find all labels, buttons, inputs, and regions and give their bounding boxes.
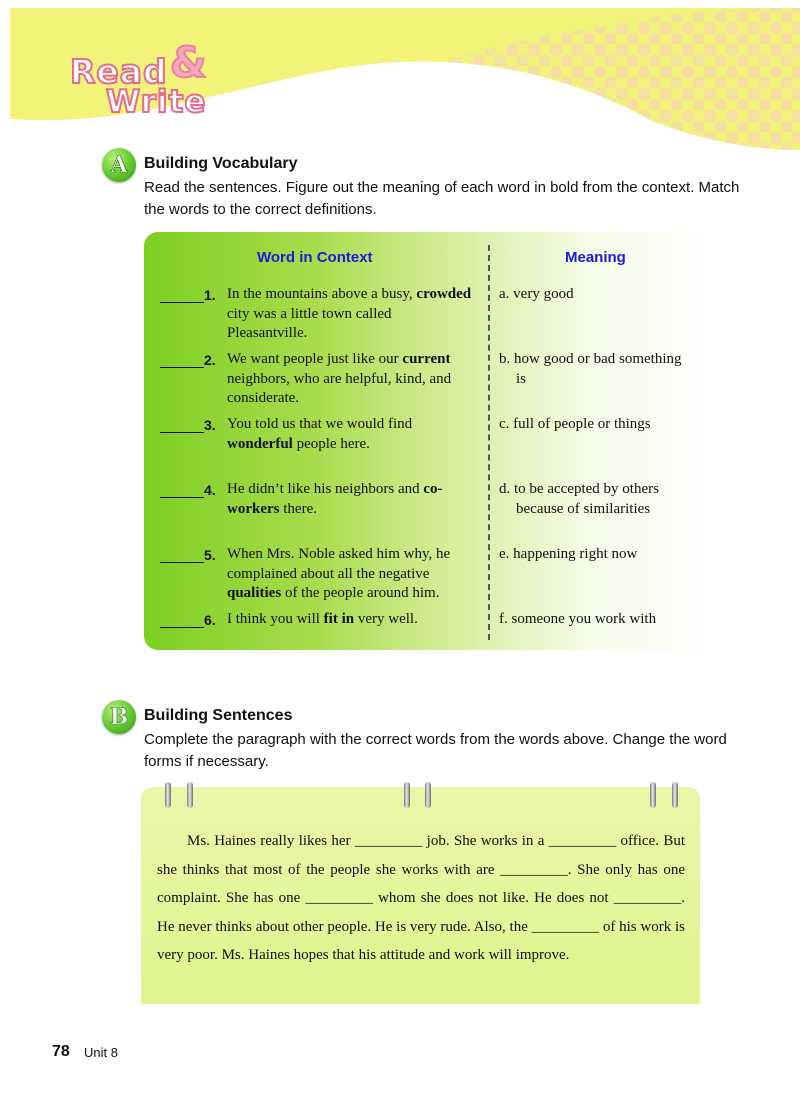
item-number: 5. bbox=[204, 547, 216, 563]
vocab-word: qualities bbox=[227, 585, 282, 601]
ring-binder bbox=[650, 782, 656, 808]
fill-in-paragraph bbox=[157, 827, 685, 970]
column-divider bbox=[488, 245, 490, 640]
meaning-option bbox=[499, 350, 704, 389]
paragraph-text: Ms. Haines really likes her _________ job. She works in a _________ office. But she thinks that most of the people she works with are _________. She only has one complaint. She has one _________ whom she does not like. He does not _________. He never thinks about other people. He is very rude. Also, the _________ of his work is very poor. Ms. Haines hopes that his attitude and work will improve. bbox=[157, 833, 685, 963]
answer-blank-3[interactable] bbox=[160, 417, 218, 433]
sentence-pre: We want people just like our bbox=[227, 351, 403, 367]
sentence-pre: You told us that we would find bbox=[227, 416, 413, 432]
header-title-read: Read bbox=[70, 52, 168, 91]
ring-binder bbox=[672, 782, 678, 808]
ring-binder bbox=[404, 782, 410, 808]
context-sentence bbox=[227, 480, 475, 519]
vocab-word: wonderful bbox=[227, 435, 293, 452]
answer-blank-2[interactable] bbox=[160, 352, 218, 368]
meaning-text: how good or bad something bbox=[514, 351, 682, 367]
item-number: 4. bbox=[204, 482, 216, 498]
meaning-text: very good bbox=[513, 286, 574, 302]
ring-binder bbox=[187, 782, 193, 808]
answer-blank-1[interactable] bbox=[160, 287, 218, 303]
answer-blank-6[interactable] bbox=[160, 612, 218, 628]
answer-line[interactable] bbox=[160, 548, 204, 563]
context-sentence bbox=[227, 545, 475, 604]
meaning-text: full of people or things bbox=[513, 416, 651, 432]
ring-binder bbox=[165, 782, 171, 808]
section-a-badge: A bbox=[102, 148, 136, 182]
vocab-word: fit in bbox=[323, 611, 355, 627]
section-a-instructions: Read the sentences. Figure out the meaning of each word in bold from the context. Match the words to the correct definitions. bbox=[144, 179, 740, 218]
answer-line[interactable] bbox=[160, 353, 204, 368]
item-number: 2. bbox=[204, 352, 216, 368]
context-sentence bbox=[227, 415, 475, 454]
column-header-word: Word in Context bbox=[257, 249, 373, 266]
context-sentence bbox=[227, 350, 475, 409]
meaning-option bbox=[499, 285, 704, 305]
section-b-badge: B bbox=[102, 700, 136, 734]
meaning-letter: b. bbox=[499, 351, 511, 367]
page-number: 78 bbox=[52, 1043, 70, 1060]
column-header-meaning: Meaning bbox=[565, 249, 626, 266]
vocab-word: co-workers bbox=[227, 481, 443, 517]
vocab-word: current bbox=[402, 351, 451, 367]
sentence-post: city was a little town called Pleasantville. bbox=[227, 305, 392, 341]
meaning-text: to be accepted by others bbox=[514, 481, 659, 497]
context-sentence bbox=[227, 610, 475, 630]
header-title-ampersand: & bbox=[170, 38, 208, 87]
sentence-pre: In the mountains above a busy, bbox=[227, 286, 417, 302]
section-b-title: Building Sentences bbox=[144, 707, 293, 724]
sentence-pre: I think you will bbox=[227, 611, 324, 627]
sentence-post: neighbors, who are helpful, kind, and considerate. bbox=[227, 370, 452, 406]
meaning-option bbox=[499, 415, 704, 435]
section-b-instructions: Complete the paragraph with the correct words from the words above. Change the word forms if necessary. bbox=[144, 731, 727, 770]
answer-blank-5[interactable] bbox=[160, 547, 218, 563]
sentence-post: people here. bbox=[292, 435, 370, 452]
meaning-letter: f. bbox=[499, 611, 508, 627]
meaning-text-continued: because of similarities bbox=[516, 500, 651, 517]
meaning-text: someone you work with bbox=[511, 611, 657, 627]
item-number: 1. bbox=[204, 287, 216, 303]
item-number: 3. bbox=[204, 417, 216, 433]
meaning-letter: c. bbox=[499, 416, 510, 432]
unit-label: Unit 8 bbox=[84, 1045, 118, 1060]
section-a-title: Building Vocabulary bbox=[144, 155, 298, 172]
answer-blank-4[interactable] bbox=[160, 482, 218, 498]
ring-binder bbox=[425, 782, 431, 808]
sentence-pre: When Mrs. Noble asked him why, he complained about all the negative bbox=[227, 546, 451, 582]
answer-line[interactable] bbox=[160, 288, 204, 303]
sentence-post: of the people around him. bbox=[281, 585, 440, 601]
meaning-letter: d. bbox=[499, 481, 511, 497]
answer-line[interactable] bbox=[160, 483, 204, 498]
meaning-option bbox=[499, 545, 704, 565]
meaning-letter: a. bbox=[499, 286, 510, 302]
meaning-text: happening right now bbox=[513, 546, 638, 562]
vocab-word: crowded bbox=[416, 286, 472, 302]
answer-line[interactable] bbox=[160, 613, 204, 628]
sentence-post: there. bbox=[279, 500, 317, 517]
item-number: 6. bbox=[204, 612, 216, 628]
meaning-option bbox=[499, 480, 704, 519]
meaning-option bbox=[499, 610, 704, 630]
meaning-letter: e. bbox=[499, 546, 510, 562]
context-sentence bbox=[227, 285, 475, 344]
answer-line[interactable] bbox=[160, 418, 204, 433]
sentence-post: very well. bbox=[354, 611, 418, 627]
sentence-pre: He didn’t like his neighbors and bbox=[227, 481, 424, 497]
header-title-write: Write bbox=[106, 84, 207, 120]
meaning-text-continued: is bbox=[516, 370, 527, 387]
